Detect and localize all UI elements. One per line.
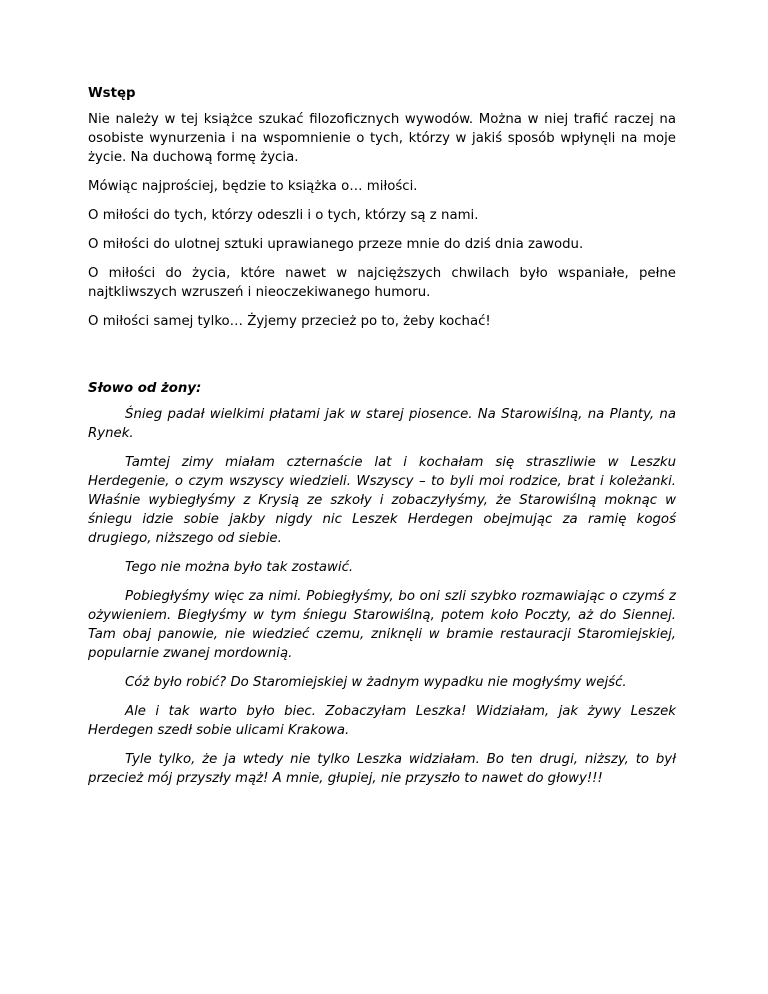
story-paragraph: Ale i tak warto było biec. Zobaczyłam Leszka! Widziałam, jak żywy Leszek Herdegen szedł sobie ulicami Krakowa.	[88, 704, 676, 738]
intro-paragraph: O miłości samej tylko… Żyjemy przecież po to, żeby kochać!	[88, 314, 491, 329]
intro-paragraph: O miłości do ulotnej sztuki uprawianego przeze mnie do dziś dnia zawodu.	[88, 237, 584, 252]
section-spacer	[88, 341, 676, 379]
wife-heading: Słowo od żony:	[88, 381, 202, 396]
intro-heading: Wstęp	[88, 86, 136, 101]
story-paragraph: Śnieg padał wielkimi płatami jak w starej piosence. Na Starowiślną, na Planty, na Rynek.	[88, 407, 676, 441]
intro-section	[88, 110, 676, 331]
story-paragraph: Tyle tylko, że ja wtedy nie tylko Leszka widziałam. Bo ten drugi, niższy, to był przecież mój przyszły mąż! A mnie, głupiej, nie przyszło to nawet do głowy!!!	[88, 752, 676, 786]
story-paragraph: Pobiegłyśmy więc za nimi. Pobiegłyśmy, bo oni szli szybko rozmawiając o czymś z ożywieniem. Biegłyśmy w tym śniegu Starowiślną, potem koło Poczty, aż do Siennej. Tam obaj panowie, nie wiedzieć czemu, zniknęli w bramie restauracji Staromiejskiej, popularnie zwanej mordownią.	[88, 589, 676, 661]
story-paragraph: Tego nie można było tak zostawić.	[125, 560, 354, 575]
story-paragraph: Cóż było robić? Do Staromiejskiej w żadnym wypadku nie mogłyśmy wejść.	[125, 675, 627, 690]
intro-paragraph: Mówiąc najprościej, będzie to książka o… miłości.	[88, 179, 418, 194]
intro-paragraph: Nie należy w tej książce szukać filozoficznych wywodów. Można w niej trafić raczej na osobiste wynurzenia i na wspomnienie o tych, którzy w jakiś sposób wpłynęli na moje życie. Na duchową formę życia.	[88, 112, 676, 165]
intro-paragraph: O miłości do życia, które nawet w najcięższych chwilach było wspaniałe, pełne najtkliwszych wzruszeń i nieoczekiwanego humoru.	[88, 266, 676, 300]
intro-paragraph: O miłości do tych, którzy odeszli i o tych, którzy są z nami.	[88, 208, 479, 223]
wife-section	[88, 405, 676, 788]
document-page	[88, 84, 676, 798]
story-paragraph: Tamtej zimy miałam czternaście lat i kochałam się straszliwie w Leszku Herdegenie, o czym wszyscy wiedzieli. Wszyscy – to byli moi rodzice, brat i koleżanki. Właśnie wybiegłyśmy z Krysią ze szkoły i zobaczyłyśmy, że Starowiślną moknąc w śniegu idzie sobie jakby nigdy nic Leszek Herdegen obejmując za ramię kogoś drugiego, niższego od siebie.	[88, 455, 676, 546]
